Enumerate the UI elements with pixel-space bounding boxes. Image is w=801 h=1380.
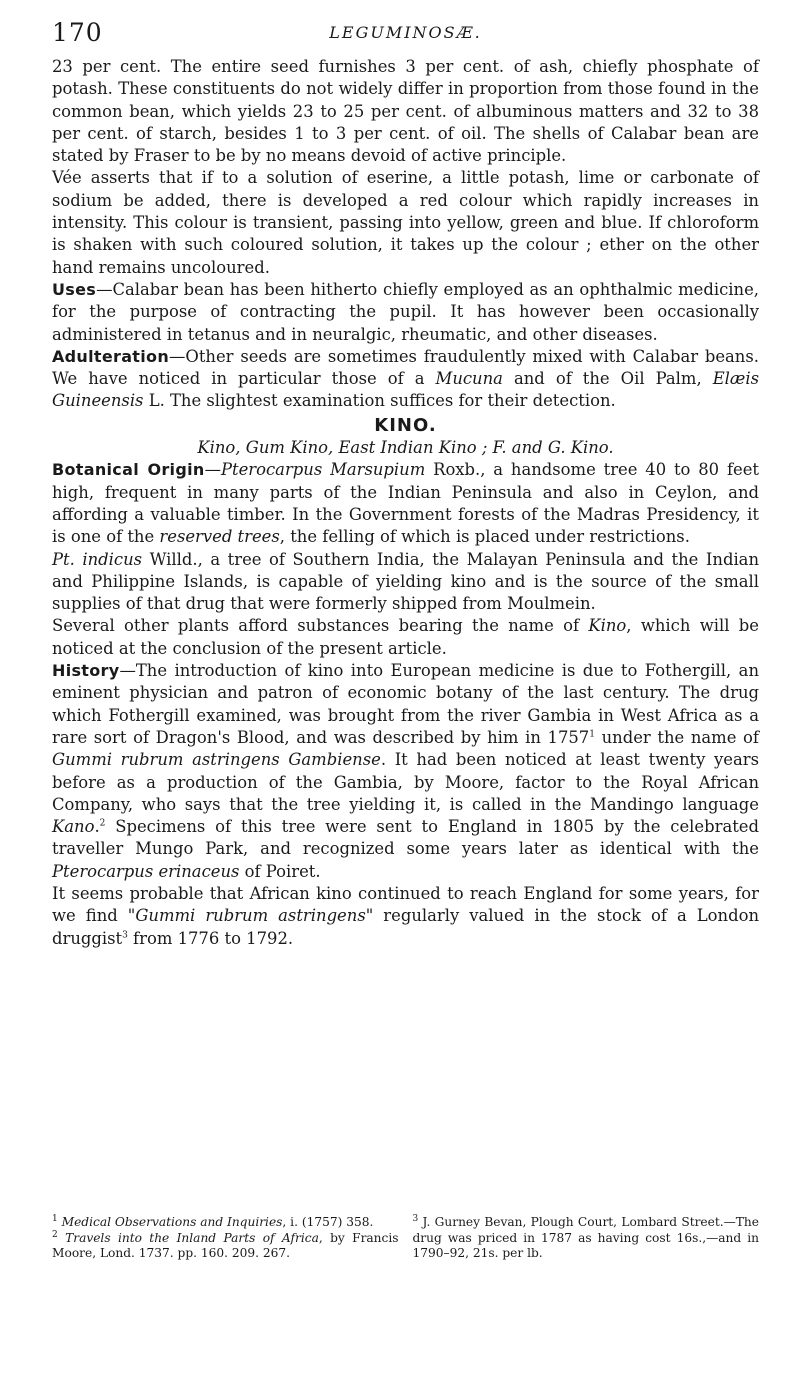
botanical-text: , the felling of which is placed under restrictions. bbox=[279, 527, 690, 547]
footnote-text: , by Francis Moore, Lond. 1737. pp. 160. 209. 267. bbox=[52, 1230, 399, 1260]
botanical-text: Roxb., a handsome tree 40 to 80 feet high, frequent in many parts of the Indian Peninsula and also in Ceylon, and affording a valuable timber. In the Government forests of the Madras Presidency, it is one of the bbox=[52, 460, 759, 547]
paragraph-history bbox=[52, 660, 759, 883]
gummi-rubrum-astringens: Gummi rubrum astringens bbox=[135, 906, 366, 926]
kino-term: Kino bbox=[588, 616, 627, 636]
history-text: under the name of bbox=[594, 727, 759, 747]
paragraph-african-kino bbox=[52, 883, 759, 950]
paragraph-vee-eserine: Vée asserts that if to a solution of eserine, a little potash, lime or carbonate of sodium be added, there is developed a red colour which rapidly increases in intensity. This colour is transient, passing into yellow, green and blue. If chloroform is shaken with such coloured solution, it takes up the colour ; ether on the other hand remains uncoloured. bbox=[52, 168, 759, 277]
footnote-title: Travels into the Inland Parts of Africa bbox=[65, 1230, 319, 1245]
footnotes-right-column bbox=[413, 1215, 760, 1262]
history-text: —The introduction of kino into European medicine is due to Fothergill, an eminent physician and patron of economic botany of the last century. The drug which Fothergill examined, was brought from the river Gambia in West Africa as a rare sort of Dragon's Blood, and was described by him in 1757 bbox=[52, 661, 759, 747]
footnote-number: 1 bbox=[52, 1213, 58, 1224]
footnote-text: , i. (1757) 358. bbox=[282, 1215, 374, 1229]
page-header bbox=[52, 18, 759, 48]
section-label-history: History bbox=[52, 661, 120, 681]
footnote-3 bbox=[413, 1215, 760, 1262]
adulteration-text: and of the Oil Palm, bbox=[502, 369, 713, 389]
section-label-adulteration: Adulteration bbox=[52, 346, 170, 366]
footnote-ref-2[interactable]: 2 bbox=[99, 818, 106, 829]
species-pterocarpus-erinaceus: Pterocarpus erinaceus bbox=[52, 861, 240, 881]
several-text: , which will be noticed at the conclusion of the present article. bbox=[52, 616, 759, 658]
footnote-ref-1[interactable]: 1 bbox=[589, 729, 595, 740]
page-body bbox=[52, 56, 759, 950]
page-number: 170 bbox=[52, 18, 103, 47]
species-pt-indicus: Pt. indicus bbox=[52, 549, 143, 569]
paragraph-adulteration bbox=[52, 346, 759, 413]
footnote-2 bbox=[52, 1231, 399, 1262]
synonyms-line: Kino, Gum Kino, East Indian Kino ; F. and G. Kino. bbox=[197, 438, 614, 458]
paragraph-uses bbox=[52, 279, 759, 346]
seems-text: It seems probable that African kino continued to reach England for some years, for we find " bbox=[52, 883, 759, 926]
footnote-number: 3 bbox=[412, 1213, 419, 1224]
footnote-text: J. Gurney Bevan, Plough Court, Lombard Street.—The drug was priced in 1787 as having cost 16s.,—and in 1790–92, 21s. per lb. bbox=[412, 1215, 759, 1260]
several-text: Several other plants afford substances bearing the name of bbox=[52, 616, 589, 636]
paragraph-seed-composition: 23 per cent. The entire seed furnishes 3 per cent. of ash, chiefly phosphate of potash. These constituents do not widely differ in proportion from those found in the common bean, which yields 23 to 25 per cent. of albuminous matters and 32 to 38 per cent. of starch, besides 1 to 3 per cent. of oil. The shells of Calabar bean are stated by Fraser to be by no means devoid of active principle. bbox=[52, 57, 759, 166]
reserved-trees: reserved trees bbox=[159, 527, 280, 547]
footnote-ref-3[interactable]: 3 bbox=[122, 930, 128, 941]
kano-term: Kano bbox=[52, 817, 95, 837]
history-text: . It had been noticed at least twenty years before as a production of the Gambia, by Moore, factor to the Royal African Company, who says that the tree yielding it, is called in the Mandingo language bbox=[52, 750, 759, 814]
adulteration-text: —Other seeds are sometimes fraudulently mixed with Calabar beans. We have noticed in particular those of a bbox=[52, 346, 759, 389]
period: . bbox=[94, 817, 100, 837]
paragraph-other-plants bbox=[52, 615, 759, 660]
section-label-uses: Uses bbox=[52, 279, 97, 299]
footnote-number: 2 bbox=[52, 1229, 58, 1240]
paragraph-pt-indicus bbox=[52, 549, 759, 616]
indicus-text: Willd., a tree of Southern India, the Malayan Peninsula and the Indian and Philippine Islands, is capable of yielding kino and is the source of the small supplies of that drug that were formerly shipped from Moulmein. bbox=[52, 549, 760, 614]
seems-text: from 1776 to 1792. bbox=[127, 928, 294, 948]
seems-text: " regularly valued in the stock of a London druggist bbox=[52, 906, 760, 948]
article-heading-kino: KINO. bbox=[374, 414, 437, 436]
footnote-title: Medical Observations and Inquiries bbox=[61, 1215, 283, 1229]
running-head: LEGUMINOSÆ. bbox=[329, 23, 482, 42]
history-text: Specimens of this tree were sent to England in 1805 by the celebrated traveller Mungo Park, and recognized some years later as identical with the bbox=[52, 817, 759, 859]
species-elaeis: Elæis Guineensis bbox=[52, 369, 759, 411]
footnotes bbox=[52, 1215, 759, 1262]
uses-text: —Calabar bean has been hitherto chiefly employed as an ophthalmic medicine, for the purpose of contracting the pupil. It has however been occasionally administered in tetanus and in neuralgic, rheumatic, and other diseases. bbox=[52, 279, 759, 344]
dash: — bbox=[204, 460, 221, 480]
section-label-botanical-origin: Botanical Origin bbox=[52, 460, 205, 480]
species-pterocarpus-marsupium: Pterocarpus Marsupium bbox=[220, 460, 426, 480]
history-text: of Poiret. bbox=[239, 861, 321, 881]
footnotes-left-column bbox=[52, 1215, 399, 1262]
genus-mucuna: Mucuna bbox=[435, 369, 503, 389]
adulteration-text: L. The slightest examination suffices for their detection. bbox=[143, 391, 616, 411]
footnote-1 bbox=[52, 1215, 399, 1231]
gummi-rubrum-gambiense: Gummi rubrum astringens Gambiense bbox=[52, 750, 381, 770]
paragraph-botanical-origin bbox=[52, 459, 759, 548]
